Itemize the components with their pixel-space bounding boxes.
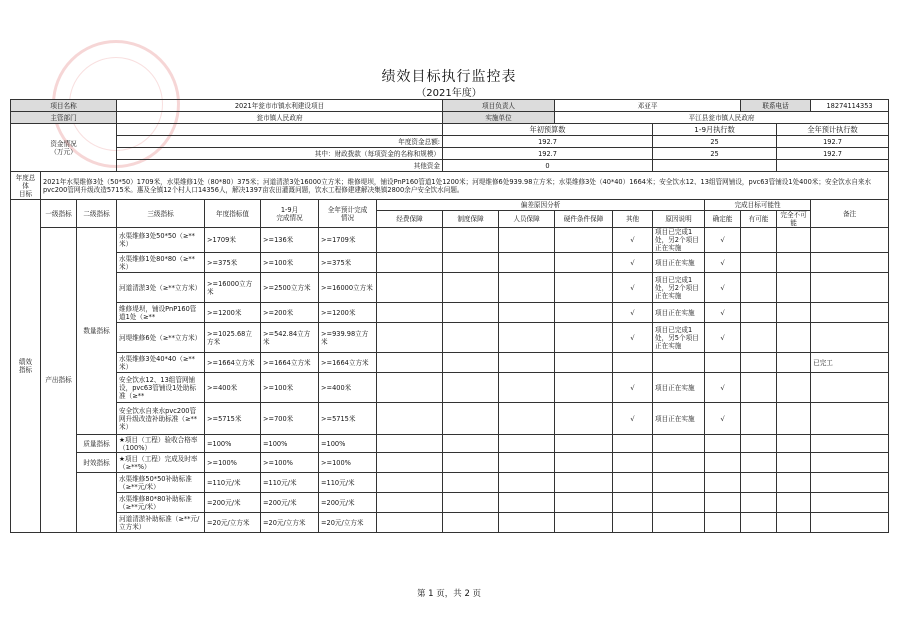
indicator-other: √ — [613, 403, 653, 435]
header-d-hw: 硬件条件保障 — [555, 211, 613, 228]
table-row — [11, 473, 889, 493]
group-quantity: 数量指标 — [77, 228, 117, 435]
funds-row-total-forecast: 192.7 — [777, 136, 889, 148]
funds-row-other-forecast — [777, 160, 889, 172]
header-possibility: 完成目标可能性 — [705, 200, 811, 211]
performance-table — [10, 99, 889, 533]
indicator-done: >=100米 — [261, 253, 319, 273]
indicator-target: >=5715米 — [205, 403, 261, 435]
funds-row-other-exec — [653, 160, 777, 172]
indicator-sure: √ — [705, 253, 741, 273]
header-d-staff: 人员保障 — [499, 211, 555, 228]
indicator-note — [811, 403, 889, 435]
header-deviation: 偏差原因分析 — [377, 200, 705, 211]
indicator-name: 河道清淤3处（≥**立方米） — [117, 273, 205, 303]
indicator-target: >=1664立方米 — [205, 353, 261, 373]
indicator-done: >=2500立方米 — [261, 273, 319, 303]
indicator-reason: 项目正在实施 — [653, 373, 705, 403]
funds-row-other-budget: 0 — [443, 160, 653, 172]
indicator-other: √ — [613, 273, 653, 303]
table-row — [11, 228, 889, 253]
indicator-name: ★项目（工程）验收合格率（100%） — [117, 435, 205, 453]
indicator-forecast: =200元/米 — [319, 493, 377, 513]
header-d-sys: 制度保障 — [443, 211, 499, 228]
table-row — [11, 513, 889, 533]
indicator-forecast: >=939.98立方米 — [319, 323, 377, 353]
indicator-name: 水渠维修3处50*50（≥**米） — [117, 228, 205, 253]
indicator-name: 水渠维修1处80*80（≥**米） — [117, 253, 205, 273]
indicator-other — [613, 435, 653, 453]
indicator-done: >=136米 — [261, 228, 319, 253]
page-title: 绩效目标执行监控表 — [381, 69, 517, 85]
indicator-note — [811, 473, 889, 493]
indicator-sure: √ — [705, 303, 741, 323]
indicator-name: 水渠维修50*50补助标准（≥**元/米） — [117, 473, 205, 493]
indicator-target: >=1025.68立方米 — [205, 323, 261, 353]
header-l3: 三级指标 — [117, 200, 205, 228]
table-row — [11, 323, 889, 353]
indicator-other — [613, 353, 653, 373]
indicator-forecast: >=16000立方米 — [319, 273, 377, 303]
phone: 18274114353 — [811, 100, 889, 112]
group-output: 产出指标 — [41, 228, 77, 533]
indicator-sure: √ — [705, 323, 741, 353]
indicator-note: 已完工 — [811, 353, 889, 373]
funds-row-fiscal-label: 其中：财政拨款（每项资金的名称和规模） — [117, 148, 443, 160]
indicator-target: >=100% — [205, 453, 261, 473]
table-row — [11, 273, 889, 303]
indicator-sure — [705, 353, 741, 373]
indicator-note — [811, 273, 889, 303]
header-target: 年度指标值 — [205, 200, 261, 228]
indicator-name: 安全饮水自来水pvc200管网升级改造补助标准（≥**米） — [117, 403, 205, 435]
indicator-note — [811, 303, 889, 323]
indicator-name: 水渠维修80*80补助标准（≥**元/米） — [117, 493, 205, 513]
indicator-forecast: >=400米 — [319, 373, 377, 403]
table-row — [11, 403, 889, 435]
indicator-forecast: >=1709米 — [319, 228, 377, 253]
indicator-done: =200元/米 — [261, 493, 319, 513]
funds-row-total-exec: 25 — [653, 136, 777, 148]
funds-label: 资金情况 （万元） — [11, 124, 117, 172]
indicator-reason — [653, 353, 705, 373]
funds-header-exec: 1-9月执行数 — [653, 124, 777, 136]
indicator-done: >=100米 — [261, 373, 319, 403]
indicator-reason: 项目正在实施 — [653, 403, 705, 435]
indicator-name: 维修堤坝，铺设PnP160管道1处（≥** — [117, 303, 205, 323]
indicator-note — [811, 513, 889, 533]
dept-label: 主管部门 — [11, 112, 117, 124]
indicator-other — [613, 473, 653, 493]
indicator-forecast: >=100% — [319, 453, 377, 473]
indicator-done: >=542.84立方米 — [261, 323, 319, 353]
funds-header-forecast: 全年预计执行数 — [777, 124, 889, 136]
indicator-target: =20元/立方米 — [205, 513, 261, 533]
indicator-forecast: >=1664立方米 — [319, 353, 377, 373]
indicator-note — [811, 493, 889, 513]
indicator-forecast: >=1200米 — [319, 303, 377, 323]
indicator-note — [811, 373, 889, 403]
indicator-reason — [653, 453, 705, 473]
project-name-label: 项目名称 — [11, 100, 117, 112]
indicator-done: =100% — [261, 435, 319, 453]
indicator-reason — [653, 473, 705, 493]
indicator-sure — [705, 435, 741, 453]
indicator-done: =20元/立方米 — [261, 513, 319, 533]
header-note: 备注 — [811, 200, 889, 228]
impl-unit: 平江县瓮市镇人民政府 — [555, 112, 889, 124]
indicator-name: 水渠维修3处40*40（≥**米） — [117, 353, 205, 373]
header-l1: 一级指标 — [41, 200, 77, 228]
funds-row-other-label: 其他资金 — [117, 160, 443, 172]
indicator-other: √ — [613, 373, 653, 403]
indicator-reason — [653, 513, 705, 533]
indicator-forecast: =100% — [319, 435, 377, 453]
indicator-sure — [705, 453, 741, 473]
indicator-target: >=1200米 — [205, 303, 261, 323]
indicator-forecast: >=375米 — [319, 253, 377, 273]
indicator-reason: 项目已完成1处，另2个项目正在实施 — [653, 228, 705, 253]
funds-row-total-label: 年度资金总额: — [117, 136, 443, 148]
indicator-target: =110元/米 — [205, 473, 261, 493]
header-d-reason: 原因说明 — [653, 211, 705, 228]
indicator-forecast: =110元/米 — [319, 473, 377, 493]
indicator-target: =100% — [205, 435, 261, 453]
indicator-other: √ — [613, 323, 653, 353]
header-d-fund: 经费保障 — [377, 211, 443, 228]
header-d-other: 其他 — [613, 211, 653, 228]
indicator-target: >=375米 — [205, 253, 261, 273]
indicator-name: ★项目（工程）完成及时率（≥**%） — [117, 453, 205, 473]
impl-label: 实施单位 — [443, 112, 555, 124]
indicator-sure — [705, 513, 741, 533]
goal-label: 年度总体 目标 — [11, 172, 41, 200]
indicator-sure — [705, 493, 741, 513]
indicator-sure: √ — [705, 403, 741, 435]
indicator-target: >1709米 — [205, 228, 261, 253]
indicator-other — [613, 453, 653, 473]
indicator-other — [613, 493, 653, 513]
group-quality: 质量指标 — [77, 435, 117, 453]
indicator-done: >=100% — [261, 453, 319, 473]
indicator-sure: √ — [705, 373, 741, 403]
indicator-target: >=400米 — [205, 373, 261, 403]
indicator-other: √ — [613, 303, 653, 323]
project-lead-label: 项目负责人 — [443, 100, 555, 112]
indicator-done: >=1664立方米 — [261, 353, 319, 373]
indicator-done: >=200米 — [261, 303, 319, 323]
indicator-note — [811, 323, 889, 353]
indicator-reason: 项目已完成1处，另2个项目正在实施 — [653, 273, 705, 303]
header-done: 1-9月 完成情况 — [261, 200, 319, 228]
phone-label: 联系电话 — [741, 100, 811, 112]
indicator-reason: 项目正在实施 — [653, 253, 705, 273]
indicator-note — [811, 453, 889, 473]
indicator-other — [613, 513, 653, 533]
indicator-reason: 项目已完成1处，另5个项目正在实施 — [653, 323, 705, 353]
indicator-sure: √ — [705, 273, 741, 303]
project-name: 2021年瓮市市镇水利建设项目 — [117, 100, 443, 112]
indicator-target: >=16000立方米 — [205, 273, 261, 303]
indicator-other: √ — [613, 253, 653, 273]
header-p-sure: 确定能 — [705, 211, 741, 228]
indicator-name: 河堤维修6处（≥**立方米） — [117, 323, 205, 353]
header-p-no: 完全不可能 — [777, 211, 811, 228]
table-row — [11, 493, 889, 513]
funds-header-budget: 年初预算数 — [443, 124, 653, 136]
indicator-note — [811, 253, 889, 273]
goal-text: 2021年水渠维修3处（50*50）1709米，水渠维修1处（80*80）375米；河道清淤3处16000立方米；维修堤坝，铺设PnP160管道1处1200米；河堤维修6处939.98立方米；水渠维修3处（40*40）1664米；安全饮水12、13组管网铺设，pvc63管铺设1处400米；安全饮水自来水pvc200管网升级改造5715米。惠及全镇12个村人口14356人，解决1397亩农田灌溉问题，饮水工程修建建解决集镇2800余户安全饮水问题。 — [41, 172, 889, 200]
page-subtitle: （2021年度） — [416, 88, 482, 99]
header-p-maybe: 有可能 — [741, 211, 777, 228]
indicator-target: =200元/米 — [205, 493, 261, 513]
indicator-forecast: >=5715米 — [319, 403, 377, 435]
dept: 瓮市镇人民政府 — [117, 112, 443, 124]
table-row — [11, 453, 889, 473]
indicator-sure — [705, 473, 741, 493]
indicator-other: √ — [613, 228, 653, 253]
perf-label: 绩效 指标 — [11, 200, 41, 533]
table-row — [11, 373, 889, 403]
indicator-forecast: =20元/立方米 — [319, 513, 377, 533]
group-timeliness: 时效指标 — [77, 453, 117, 473]
funds-row-total-budget: 192.7 — [443, 136, 653, 148]
funds-row-fiscal-forecast: 192.7 — [777, 148, 889, 160]
indicator-done: =110元/米 — [261, 473, 319, 493]
table-row — [11, 435, 889, 453]
indicator-note — [811, 228, 889, 253]
page-footer: 第 1 页，共 2 页 — [416, 589, 482, 599]
funds-row-fiscal-exec: 25 — [653, 148, 777, 160]
header-forecast: 全年预计完成 情况 — [319, 200, 377, 228]
indicator-sure: √ — [705, 228, 741, 253]
indicator-name: 安全饮水12、13组管网铺设，pvc63管铺设1处助标准（≥** — [117, 373, 205, 403]
indicator-done: >=700米 — [261, 403, 319, 435]
indicator-note — [811, 435, 889, 453]
project-lead: 邓亚平 — [555, 100, 741, 112]
table-row — [11, 353, 889, 373]
indicator-reason: 项目正在实施 — [653, 303, 705, 323]
table-row — [11, 253, 889, 273]
indicator-reason — [653, 435, 705, 453]
header-l2: 二级指标 — [77, 200, 117, 228]
table-row — [11, 303, 889, 323]
indicator-reason — [653, 493, 705, 513]
funds-row-fiscal-budget: 192.7 — [443, 148, 653, 160]
indicator-name: 河道清淤补助标准（≥**元/立方米） — [117, 513, 205, 533]
